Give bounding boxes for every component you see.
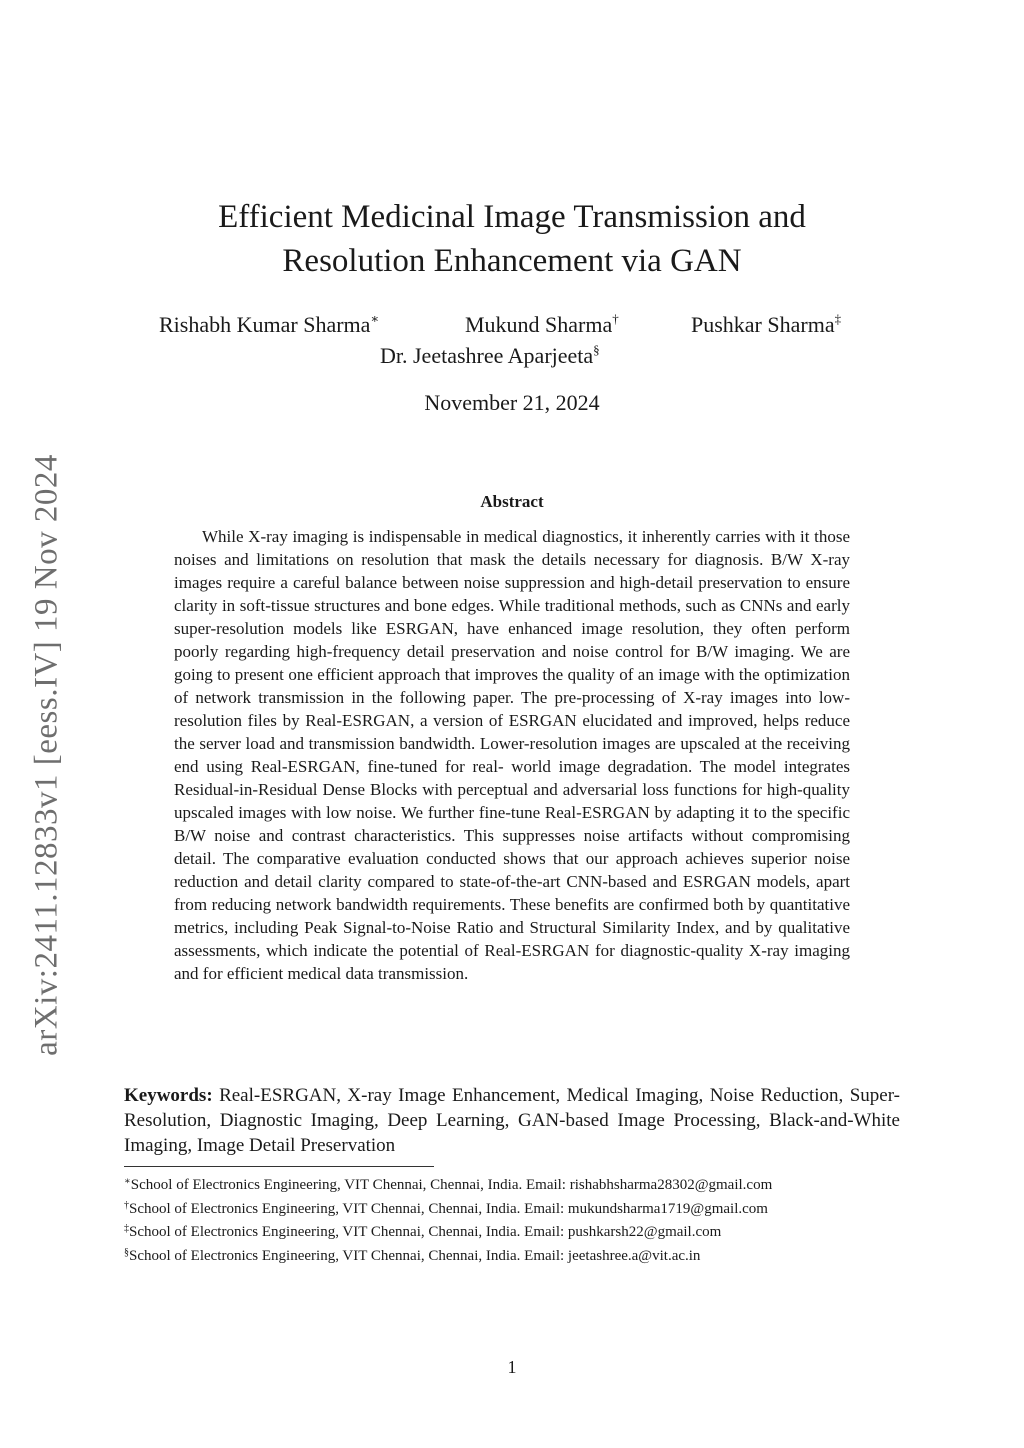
footnote-4 — [124, 1243, 900, 1267]
footnotes — [124, 1172, 900, 1266]
footnote-mark: † — [124, 1199, 129, 1211]
author-mark: § — [593, 342, 600, 357]
footnote-text: School of Electronics Engineering, VIT Chennai, Chennai, India. Email: mukundsharma1719@gmail.com — [129, 1200, 768, 1217]
page-number: 1 — [507, 1357, 517, 1377]
author-name: Pushkar Sharma — [691, 312, 835, 337]
author-2 — [465, 311, 619, 338]
arxiv-identifier: arXiv:2411.12833v1 [eess.IV] 19 Nov 2024 — [28, 454, 65, 1056]
footnote-mark: § — [124, 1246, 129, 1258]
title-line-1: Efficient Medicinal Image Transmission and — [218, 199, 806, 235]
author-mark: ‡ — [834, 311, 842, 326]
author-name: Mukund Sharma — [465, 312, 613, 337]
keywords — [124, 1083, 900, 1158]
author-4 — [380, 342, 600, 369]
footnote-rule — [124, 1166, 434, 1167]
footnote-text: School of Electronics Engineering, VIT Chennai, Chennai, India. Email: pushkarsh22@gmail.com — [129, 1224, 722, 1240]
author-3 — [691, 311, 841, 338]
keywords-label: Keywords: — [124, 1085, 213, 1106]
footnote-text: School of Electronics Engineering, VIT Chennai, Chennai, India. Email: rishabhsharma28302@gmail.com — [130, 1177, 773, 1193]
footnote-text: School of Electronics Engineering, VIT Chennai, Chennai, India. Email: jeetashree.a@vit.ac.in — [129, 1247, 701, 1264]
footnote-3 — [124, 1219, 900, 1243]
abstract-heading: Abstract — [480, 492, 544, 511]
keywords-text: Real-ESRGAN, X-ray Image Enhancement, Medical Imaging, Noise Reduction, Super-Resolution, Diagnostic Imaging, Deep Learning, GAN-based Image Processing, Black-and-White Imaging, Image Detail Preservation — [124, 1085, 900, 1156]
abstract-text: While X-ray imaging is indispensable in medical diagnostics, it inherently carries with it those noises and limitations on resolution that mask the details necessary for diagnosis. B/W X-ray images require a careful balance between noise suppression and high-detail preservation to ensure clarity in soft-tissue structures and bone edges. While traditional methods, such as CNNs and early super-resolution models like ESRGAN, have enhanced image resolution, they often perform poorly regarding high-frequency detail preservation and noise control for B/W imaging. We are going to present one efficient approach that improves the quality of an image with the optimization of network transmission in the following paper. The pre-processing of X-ray images into low-resolution files by Real-ESRGAN, a version of ESRGAN elucidated and improved, helps reduce the server load and transmission bandwidth. Lower-resolution images are upscaled at the receiving end using Real-ESRGAN, fine-tuned for real- world image degradation. The model integrates Residual-in-Residual Dense Blocks with perceptual and adversarial loss functions for high-quality upscaled images with low noise. We further fine-tune Real-ESRGAN by adapting it to the specific B/W noise and contrast characteristics. This suppresses noise artifacts without compromising detail. The comparative evaluation conducted shows that our approach achieves superior noise reduction and detail clarity compared to state-of-the-art CNN-based and ESRGAN models, apart from reducing network bandwidth requirements. These benefits are confirmed both by quantitative metrics, including Peak Signal-to-Noise Ratio and Structural Similarity Index, and by qualitative assessments, which indicate the potential of Real-ESRGAN for diagnostic-quality X-ray imaging and for efficient medical data transmission. — [174, 527, 850, 983]
author-1 — [159, 311, 379, 338]
publication-date: November 21, 2024 — [424, 390, 600, 415]
footnote-1 — [124, 1172, 900, 1196]
footnote-mark: ‡ — [124, 1223, 129, 1234]
footnote-2 — [124, 1196, 900, 1220]
author-mark: ∗ — [370, 311, 380, 326]
author-mark: † — [612, 311, 619, 326]
author-name: Dr. Jeetashree Aparjeeta — [380, 343, 594, 368]
title-line-2: Resolution Enhancement via GAN — [282, 243, 742, 279]
paper-title — [150, 195, 874, 283]
author-name: Rishabh Kumar Sharma — [159, 312, 371, 337]
footnote-mark: ∗ — [124, 1176, 131, 1187]
